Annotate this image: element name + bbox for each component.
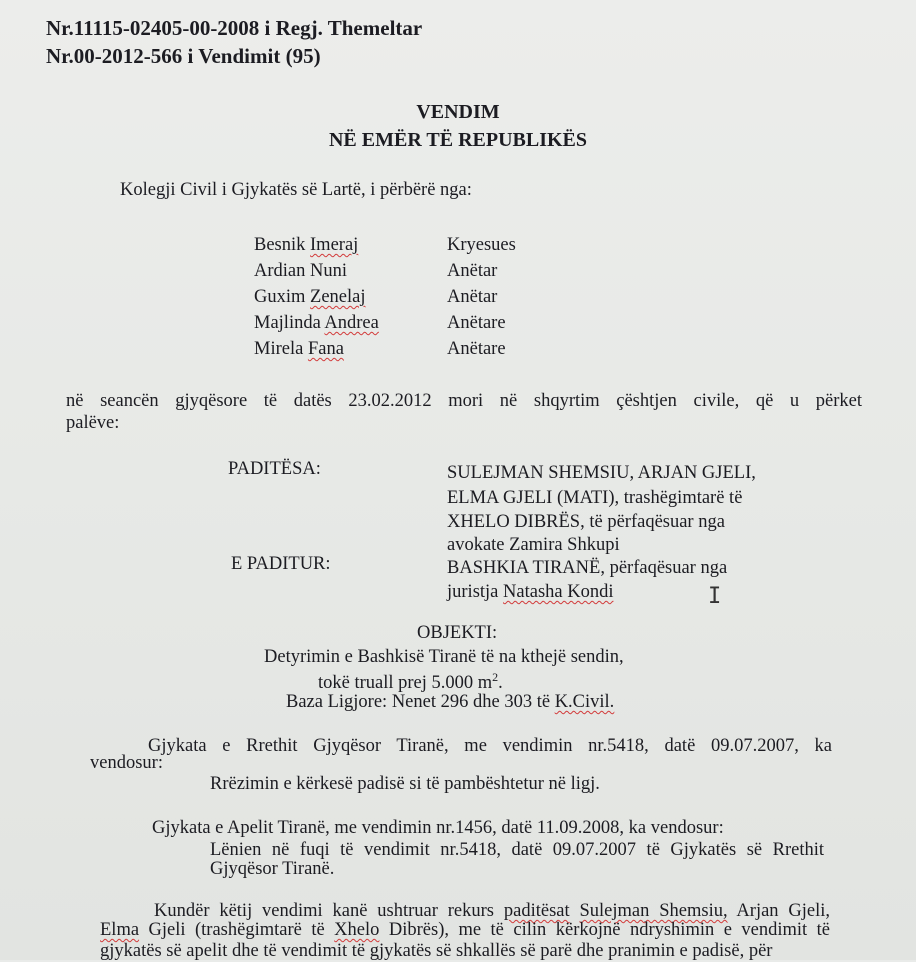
document-title: VENDIM (416, 101, 500, 123)
panel-member-name: Mirela Fana (254, 339, 344, 359)
session-text-line2: palëve: (66, 413, 120, 433)
object-line1: Detyrimin e Bashkisë Tiranë të na kthejë sendin, (264, 647, 624, 667)
register-number: Nr.11115-02405-00-2008 i Regj. Themeltar (46, 16, 423, 40)
panel-member-role: Anëtare (447, 313, 506, 333)
panel-member-role: Anëtare (447, 339, 506, 359)
object-line3: Baza Ligjore: Nenet 296 dhe 303 të K.Civil. (286, 692, 615, 712)
appeal-court-line2: Lënien në fuqi të vendimit nr.5418, datë 09.07.2007 të Gjykatës së Rrethit (210, 840, 824, 860)
recourse-line1: Kundër këtij vendimi kanë ushtruar rekurs paditësat Sulejman Shemsiu, Arjan Gjeli, (154, 901, 831, 921)
recourse-line3: gjykatës së apelit dhe të vendimit të gjykatës së shkallës së parë dhe pranimin e padisë, për (100, 941, 773, 961)
panel-member-name: Besnik Imeraj (254, 235, 359, 255)
panel-member-role: Anëtar (447, 287, 498, 307)
panel-member-name: Ardian Nuni (254, 261, 347, 281)
decision-number: Nr.00-2012-566 i Vendimit (95) (46, 44, 321, 68)
intro-text: Kolegji Civil i Gjykatës së Lartë, i përbërë nga: (120, 180, 472, 200)
defendant-label: E PADITUR: (231, 554, 331, 574)
defendant-line: juristja Natasha Kondi (447, 582, 614, 602)
plaintiff-line: avokate Zamira Shkupi (447, 535, 620, 555)
district-court-line1: Gjykata e Rrethit Gjyqësor Tiranë, me vendimin nr.5418, datë 09.07.2007, ka (148, 736, 832, 756)
plaintiff-line: ELMA GJELI (MATI), trashëgimtarë të (447, 488, 743, 508)
recourse-line2: Elma Gjeli (trashëgimtarë të Xhelo Dibrës), me të cilin kërkojnë ndryshimin e vendimit të (100, 920, 831, 940)
plaintiff-line: SULEJMAN SHEMSIU, ARJAN GJELI, (447, 463, 756, 483)
object-label: OBJEKTI: (417, 623, 498, 643)
document-subtitle: NË EMËR TË REPUBLIKËS (328, 129, 588, 151)
district-court-decision: Rrëzimin e kërkesë padisë si të pambështetur në ligj. (210, 774, 600, 794)
panel-member-role: Anëtar (447, 261, 498, 281)
appeal-court-line1: Gjykata e Apelit Tiranë, me vendimin nr.1456, datë 11.09.2008, ka vendosur: (152, 818, 724, 838)
plaintiff-line: XHELO DIBRËS, të përfaqësuar nga (447, 512, 725, 532)
plaintiff-label: PADITËSA: (228, 459, 321, 479)
district-court-line2: vendosur: (90, 753, 163, 773)
defendant-line: BASHKIA TIRANË, përfaqësuar nga (447, 558, 728, 578)
appeal-court-line3: Gjyqësor Tiranë. (210, 859, 335, 879)
session-text-line1: në seancën gjyqësore të datës 23.02.2012 mori në shqyrtim çështjen civile, që u përket (66, 391, 862, 411)
panel-member-name: Guxim Zenelaj (254, 287, 366, 307)
object-line2: tokë truall prej 5.000 $m^2$. (318, 670, 503, 694)
panel-member-name: Majlinda Andrea (254, 313, 379, 333)
text-cursor-icon: I (708, 584, 722, 609)
panel-member-role: Kryesues (447, 235, 516, 255)
